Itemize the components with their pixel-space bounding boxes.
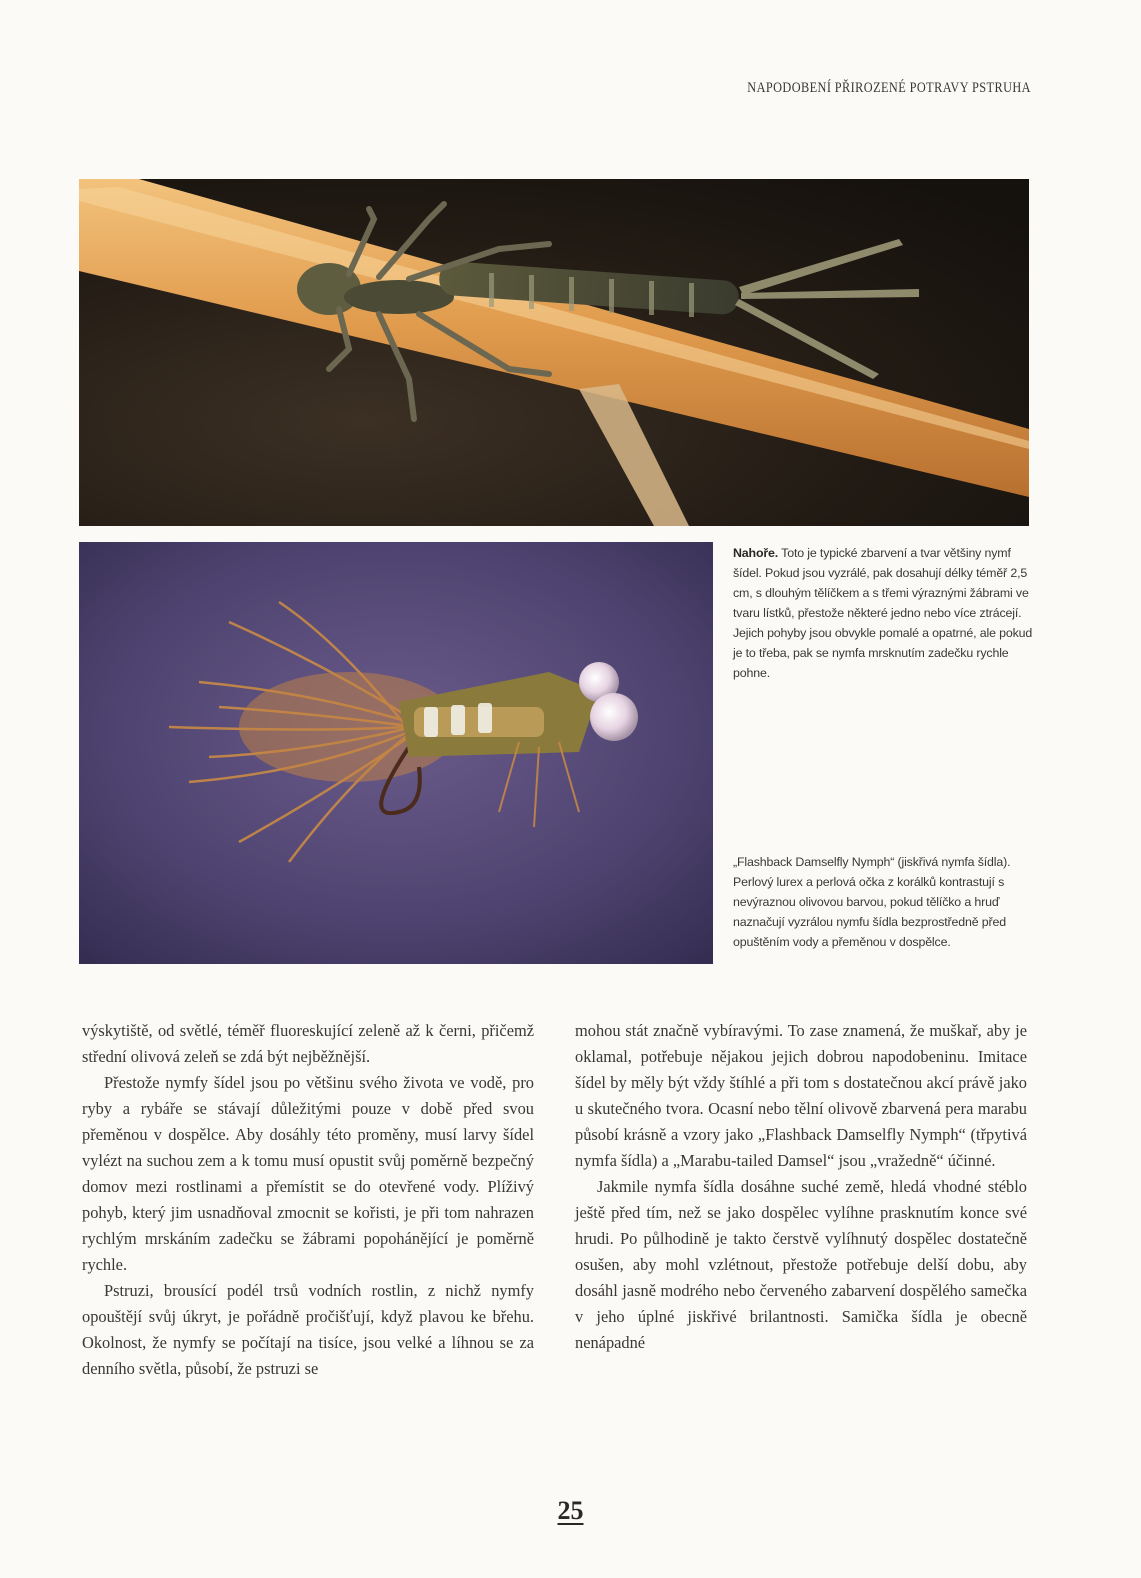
paragraph: mohou stát značně vybíravými. To zase znamená, že muškař, aby je oklamal, potřebuje nějakou jejich dobrou napodobeninu. Imitace šídel by měly být vždy štíhlé a při tom s dostatečnou akcí právě jako u skutečného tvora. Ocasní nebo tělní olivově zbarvená pera marabu působí krásně a vzory jako „Flashback Damselfly Nymph“ (třpytivá nymfa šídla) a „Marabu-tailed Damsel“ jsou „vražedně“ účinné. <box>575 1021 1027 1170</box>
caption-top-lead: Nahoře. <box>733 546 779 560</box>
paragraph: výskytiště, od světlé, téměř fluoreskující zeleně až k černi, přičemž střední olivová zeleň se zdá být nejběžnější. <box>82 1021 534 1066</box>
caption-top <box>733 543 1033 683</box>
paragraph: Jakmile nymfa šídla dosáhne suché země, hledá vhodné stéblo ještě před tím, než se jako dospělec vylíhne prasknutím konce své hrudi. Po půlhodině je takto čerstvě vylíhnutý dospělec dostatečně osušen, aby mohl vzlétnout, přestože potřebuje delší dobu, aby dosáhl jasně modrého nebo červeného zabarvení dospělého samečka v jeho úplné jiskřivé brilantnosti. Samička šídla je obecně nenápadné <box>575 1177 1027 1352</box>
paragraph: Přestože nymfy šídel jsou po většinu svého života ve vodě, pro ryby a rybáře se stávají důležitými pouze v době před svou přeměnou v dospělce. Aby dosáhly této proměny, musí larvy šídel vylézt na suchou zem a k tomu musí opustit svůj poměrně bezpečný domov mezi rostlinami a přemístit se do otevřené vody. Plíživý pohyb, který jim usnadňoval zmocnit se kořisti, je při tom nahrazen rychlým mrskáním zadečku se žábrami popohánějící je poměrně rychle. <box>82 1073 534 1274</box>
photo-damselfly-nymph <box>79 179 1029 526</box>
paragraph: Pstruzi, brousící podél trsů vodních rostlin, z nichž nymfy opouštějí svůj úkryt, je pořádně pročišťují, když plavou ke břehu. Okolnost, že nymfy se počítají na tisíce, jsou velké a líhnou se za denního světla, působí, že pstruzi se <box>82 1281 534 1378</box>
photo-artificial-fly <box>79 542 713 964</box>
body-column-right <box>575 1018 1027 1356</box>
running-head: NAPODOBENÍ PŘIROZENÉ POTRAVY PSTRUHA <box>747 80 1031 96</box>
caption-top-body: Toto je typické zbarvení a tvar většiny nymf šídel. Pokud jsou vyzrálé, pak dosahují délky téměř 2,5 cm, s dlouhým tělíčkem a s třemi výraznými žábrami ve tvaru lístků, přestože některé jedno nebo více ztrácejí. Jejich pohyby jsou obvykle pomalé a opatrné, ale pokud je to třeba, pak se nymfa mrsknutím zadečku rychle pohne. <box>733 546 1033 680</box>
body-column-left <box>82 1018 534 1382</box>
caption-fly: „Flashback Damselfly Nymph“ (jiskřivá nymfa šídla). Perlový lurex a perlová očka z korálků kontrastují s nevýraznou olivovou barvou, pokud tělíčko a hruď naznačují vyzrálou nymfu šídla bezprostředně před opuštěním vody a přeměnou v dospělce. <box>733 855 1011 949</box>
page-number: 25 <box>557 1496 584 1525</box>
